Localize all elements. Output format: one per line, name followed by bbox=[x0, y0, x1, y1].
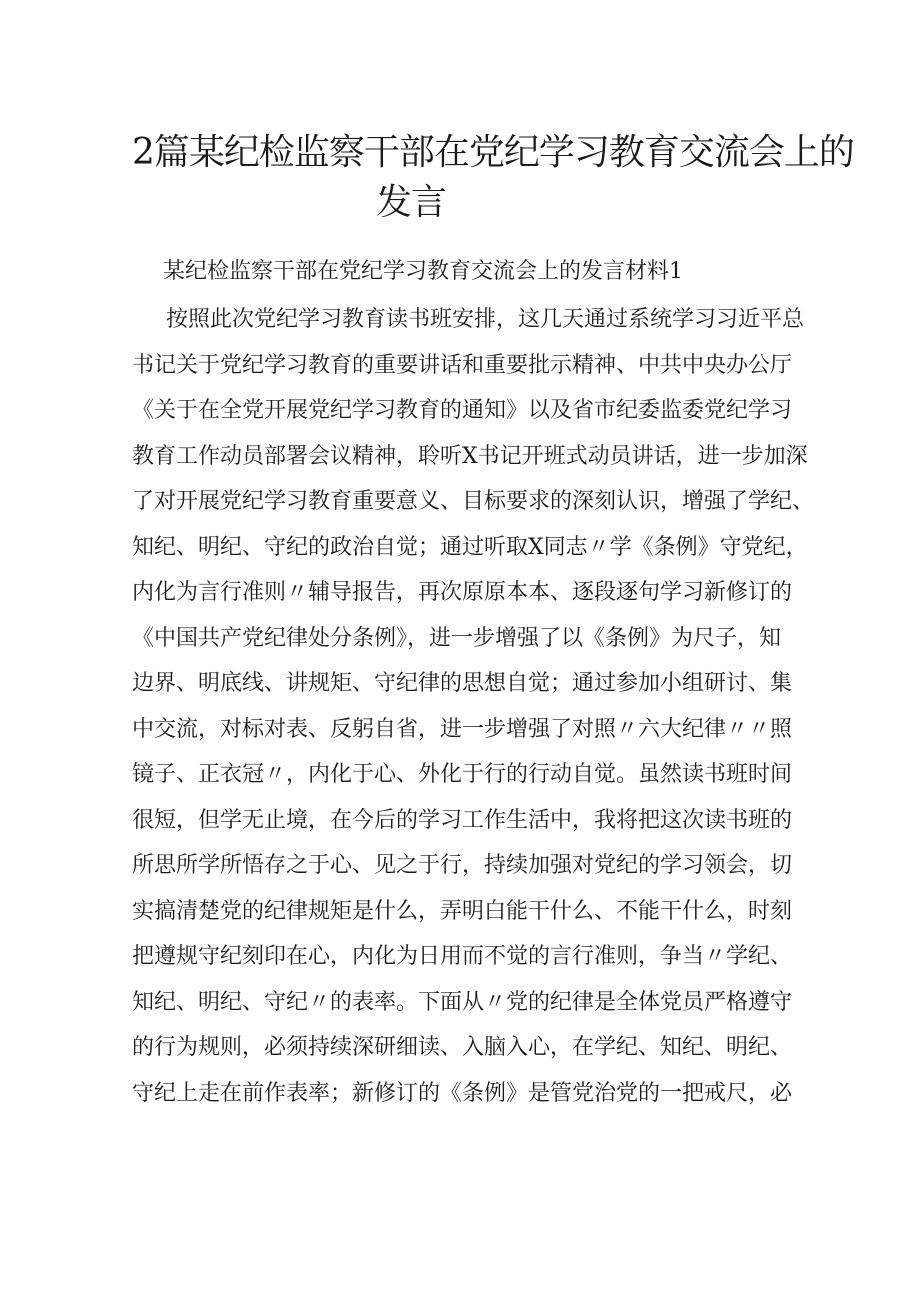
body-line-10: 中交流，对标对表、反躬自省，进一步增强了对照〃六大纪律〃〃照 bbox=[132, 716, 793, 742]
body-line-4: 教育工作动员部署会议精神，聆听X书记开班式动员讲话，进一步加深 bbox=[132, 443, 808, 469]
body-line-5: 了对开展党纪学习教育重要意义、目标要求的深刻认识，增强了学纪、 bbox=[132, 489, 815, 514]
body-line-18: 守纪上走在前作表率；新修订的《条例》是管党治党的一把戒尺，必 bbox=[132, 1080, 793, 1106]
document-title-line-1: 2篇某纪检监察干部在党纪学习教育交流会上的 bbox=[132, 132, 854, 173]
body-line-9: 边界、明底线、讲规矩、守纪律的思想自觉；通过参加小组研讨、集 bbox=[132, 671, 793, 696]
body-line-16: 知纪、明纪、守纪〃的表率。下面从〃党的纪律是全体党员严格遵守 bbox=[132, 989, 793, 1015]
body-line-1: 按照此次党纪学习教育读书班安排，这几天通过系统学习习近平总 bbox=[166, 307, 805, 332]
body-line-2: 书记关于党纪学习教育的重要讲话和重要批示精神、中共中央办公厅 bbox=[132, 352, 793, 378]
body-line-15: 把遵规守纪刻印在心，内化为日用而不觉的言行准则，争当〃学纪、 bbox=[132, 944, 793, 969]
document-title-line-2: 发言 bbox=[376, 182, 447, 223]
body-line-13: 所思所学所悟存之于心、见之于行，持续加强对党纪的学习领会，切 bbox=[132, 853, 793, 878]
body-line-12: 很短，但学无止境，在今后的学习工作生活中，我将把这次读书班的 bbox=[132, 807, 793, 833]
body-line-14: 实搞清楚党的纪律规矩是什么，弄明白能干什么、不能干什么，时刻 bbox=[132, 898, 793, 924]
body-line-17: 的行为规则，必须持续深研细读、入脑入心，在学纪、知纪、明纪、 bbox=[132, 1035, 793, 1060]
document-body bbox=[132, 297, 815, 1116]
body-line-7: 内化为言行准则〃辅导报告，再次原原本本、逐段逐句学习新修订的 bbox=[132, 580, 793, 605]
body-line-8: 《中国共产党纪律处分条例》，进一步增强了以《条例》为尺子，知 bbox=[132, 625, 782, 651]
body-line-11: 镜子、正衣冠〃，内化于心、外化于行的行动自觉。虽然读书班时间 bbox=[132, 762, 793, 787]
document-title bbox=[132, 128, 854, 228]
document-subtitle: 某纪检监察干部在党纪学习教育交流会上的发言材料1 bbox=[163, 259, 683, 284]
body-line-3: 《关于在全党开展党纪学习教育的通知》以及省市纪委监委党纪学习 bbox=[132, 398, 793, 423]
body-line-6: 知纪、明纪、守纪的政治自觉；通过听取X同志〃学《条例》守党纪， bbox=[132, 534, 808, 560]
